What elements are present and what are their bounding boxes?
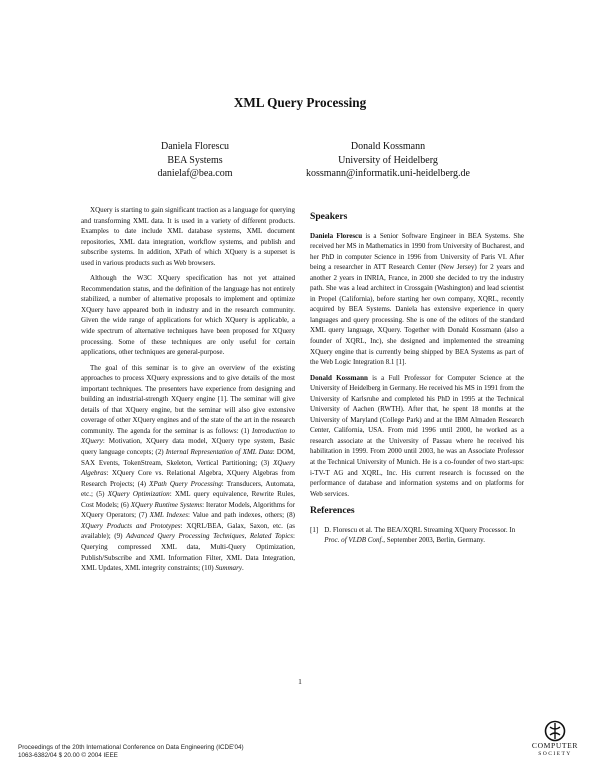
agenda-topic: XPath Query Processing (149, 479, 222, 488)
speaker-bio-text: is a Full Professor for Computer Science at the University of Heidelberg in Germany. He received his MS in 1991 from the University of Karlsruhe and completed his PhD in 1995 at the Technical University of Aachen (RWTH). After that, he spent 18 months at the University of Maryland (College Park) and at the IBM Almaden Research Center, California, USA. From mid 1996 until 2000, he worked as a research associate at the University of Passau where he received his habilitation in 1999. From 2000 until 2003, he was an Associate Professor at the Technical University of Munich. He is a co-founder of two start-ups: i-TV-T AG and XQRL, Inc. His current research is focussed on the performance of database and information systems and on platforms for Web services. (310, 373, 524, 498)
speaker-bio-kossmann (310, 373, 524, 500)
author-affiliation: BEA Systems (167, 154, 223, 166)
reference-authors-title: D. Florescu et al. The BEA/XQRL Streaming XQuery Processor. In (324, 525, 516, 534)
agenda-topic: Summary (215, 564, 242, 573)
reference-text (324, 525, 524, 546)
agenda-topic: XQuery Products and Prototypes (81, 521, 181, 530)
author-email: kossmann@informatik.uni-heidelberg.de (306, 168, 470, 179)
logo-line-1: COMPUTER (531, 741, 579, 750)
author-name: Donald Kossmann (350, 141, 426, 152)
agenda-detail: : XML query equivalence, Rewrite Rules, Cost Models; (6) (81, 490, 295, 509)
reference-item (310, 525, 524, 546)
footer-line-2: 1063-6382/04 $ 20.00 © 2004 IEEE (18, 752, 118, 760)
references-heading: References (310, 505, 355, 517)
agenda-intro: The goal of this seminar is to give an overview of the existing approaches to process XQuery expressions and to give details of the most important techniques. The presenters have experience from designing and building an industrial-strength XQuery engine [1]. The seminar will give details of that XQuery engine, but the seminar will also give extensive coverage of other XQuery engines and of the state of the art in the research community. The agenda for the seminar is as follows: (1) (81, 363, 295, 435)
reference-number: [1] (310, 525, 319, 534)
agenda-topic: XML Indexes (149, 511, 188, 520)
author-name: Daniela Florescu (160, 141, 230, 152)
logo-line-2: SOCIETY (538, 751, 572, 757)
agenda-detail: : Motivation, XQuery data model, XQuery type system, Basic query language concepts; (2) (81, 437, 295, 457)
speaker-name: Daniela Florescu (310, 231, 363, 240)
speaker-bio-florescu (310, 231, 524, 368)
agenda-detail: : Querying compressed XML data, Multi-Query Optimization, Publish/Subscribe and XML Information Filter, XML Data Integration, XML Updates, XML integrity constraints; (10) (81, 532, 295, 573)
reference-date-place: , September 2003, Berlin, Germany. (383, 536, 485, 545)
agenda-detail: : DOM, SAX Events, TokenStream, Skeleton, Vertical Partitioning; (3) (81, 448, 295, 467)
agenda-topic: XQuery Algebras (81, 458, 295, 478)
agenda-topic: Internal Representation of XML Data (165, 448, 273, 457)
agenda-detail: : Value and path indexes, others; (8) (187, 511, 296, 520)
agenda-topic: XQuery Runtime Systems (130, 500, 203, 509)
agenda-detail: . (241, 564, 244, 573)
agenda-detail: : XQRL/BEA, Galax, Saxon, etc. (as available); (9) (81, 521, 295, 541)
proceedings-footer (18, 744, 244, 760)
ieee-emblem-icon (544, 720, 566, 742)
reference-venue: Proc. of VLDB Conf. (324, 536, 384, 545)
right-column (310, 205, 524, 546)
paper-title: XML Query Processing (233, 95, 367, 110)
author-email: danielaf@bea.com (157, 168, 233, 179)
agenda-topic: Introduction to XQuery (81, 426, 295, 446)
abstract-paragraph-2: Although the W3C XQuery specification has not yet attained Recommendation status, and the definition of the language has not entirely stabilized, a number of alternative proposals to implement and optimize XQuery have appeared both in industry and in the research community. Given the wide range of applications for which XQuery is applicable, a wide spectrum of alternative techniques have been proposed for XQuery processing. Some of these techniques are only useful for certain applications, other techniques are general-purpose. (81, 274, 295, 357)
left-column (81, 205, 295, 574)
agenda-detail: : Transducers, Automata, etc.; (5) (81, 479, 295, 499)
speaker-bio-text: is a Senior Software Engineer in BEA Systems. She received her MS in Mathematics in 1990 from University of Bucharest, and her PhD in computer Science in 1996 from University of Paris VI. After being a researcher in ATT Research Center (New Jersey) for 2 years and another 2 years in INRIA, France, in 2000 she decided to try the industry path. She was a lead architect in Crossgain (Washington) and lead scientist in Propel (California), before starting her own company, XQRL, recently acquired by BEA Systems. Daniela has extensive experience in query languages and query processing. She is one of the editors of the standard XML query language, XQuery. Together with Donald Kossmann (also a founder of XQRL, Inc), she designed and implemented the streaming XQuery engine that is currently being shipped by BEA Systems as part of the Web Logic Integration 8.1 [1]. (310, 231, 524, 367)
speaker-name: Donald Kossmann (310, 373, 368, 382)
agenda-detail: : Iterator Models, Algorithms for XQuery Operators; (7) (81, 500, 296, 520)
abstract-paragraph-3 (81, 363, 295, 574)
author-affiliation: University of Heidelberg (338, 154, 438, 166)
agenda-topic: XQuery Optimization (107, 490, 170, 499)
author-block-kossmann (258, 140, 518, 181)
agenda-topic: Advanced Query Processing Techniques, Related Topics (126, 532, 294, 541)
agenda-detail: : XQuery Core vs. Relational Algebra, XQuery Algebras from Research Projects; (4) (81, 469, 295, 488)
abstract-paragraph-1: XQuery is starting to gain significant traction as a language for querying and transforming XML data. It is used in a variety of different products. Examples to date include XML database systems, XML document repositories, XML data integration, workflow systems, and publish and subscribe systems. In addition, XPath of which XQuery is a superset is used in various products such as Web browsers. (81, 206, 295, 267)
computer-society-logo (520, 720, 590, 758)
footer-line-1: Proceedings of the 20th International Conference on Data Engineering (ICDE'04) (18, 744, 244, 751)
speakers-heading: Speakers (310, 211, 348, 222)
page-number: 1 (298, 677, 302, 686)
